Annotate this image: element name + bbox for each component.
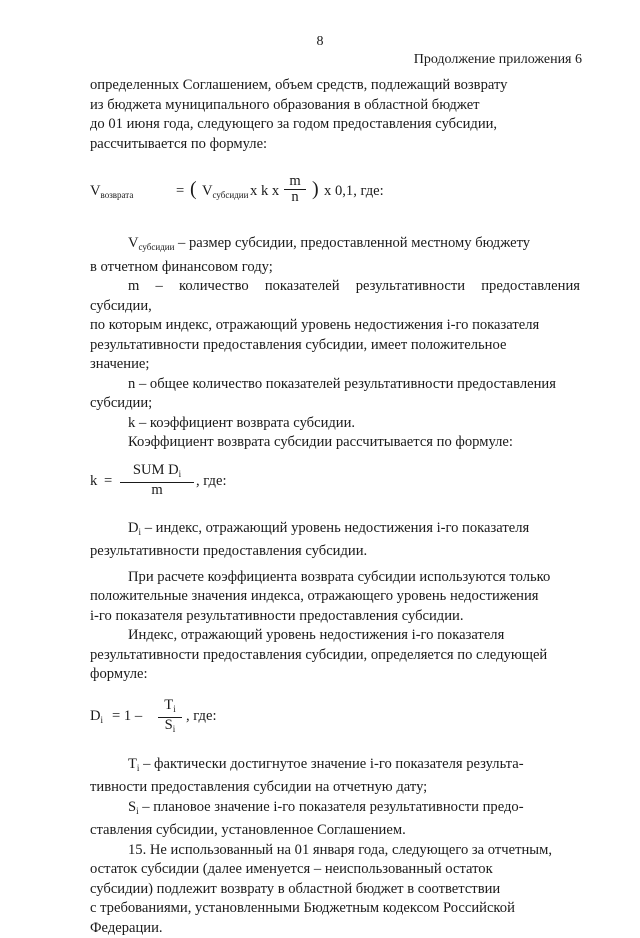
appendix-continuation: Продолжение приложения 6 — [414, 52, 582, 68]
definition-s: $S_i$ – плановое значение i-го показателя результативности предо- — [90, 798, 580, 822]
definitions-block-1 — [90, 234, 580, 453]
formula1-open-paren: ( — [190, 178, 197, 201]
text-line: субсидии; — [90, 394, 580, 414]
formula1-lhs: $V_{возврата}$ — [90, 183, 133, 200]
formula-k — [90, 461, 580, 505]
text-line: определенных Соглашением, объем средств, подлежащий возврату — [90, 76, 580, 96]
k-formula-intro: Коэффициент возврата субсидии рассчитывается по формуле: — [90, 433, 580, 453]
definition-v: $V_{субсидии}$ – размер субсидии, предоставленной местному бюджету — [90, 234, 580, 258]
document-body — [90, 76, 580, 938]
definition-d: $D_i$ – индекс, отражающий уровень недостижения i-го показателя — [90, 519, 580, 543]
formula3-lhs: $D_i$ — [90, 708, 103, 725]
text-line: результативности предоставления субсидии. — [90, 542, 580, 562]
text-line: i-го показателя результативности предоставления субсидии. — [90, 607, 580, 627]
formula-return-amount — [90, 170, 580, 222]
paragraph-positive-values: При расчете коэффициента возврата субсидии используются только — [90, 568, 580, 588]
formula2-eq: = — [104, 473, 112, 490]
formula1-fraction: m n — [284, 174, 306, 205]
definition-m: m – количество показателей результативности предоставления субсидии, — [90, 277, 580, 316]
definitions-block-2 — [90, 519, 580, 685]
text-line: субсидии) подлежит возврату в областной бюджет в соответствии — [90, 880, 580, 900]
text-line: тивности предоставления субсидии на отчетную дату; — [90, 778, 580, 798]
text-line: формуле: — [90, 665, 580, 685]
formula3-eq: = 1 – — [112, 708, 142, 725]
definition-t: $T_i$ – фактически достигнутое значение i-го показателя результа- — [90, 755, 580, 779]
text-line: до 01 июня года, следующего за годом предоставления субсидии, — [90, 115, 580, 135]
formula-d — [90, 695, 580, 741]
formula2-tail: , где: — [196, 473, 227, 490]
text-line: из бюджета муниципального образования в областной бюджет — [90, 96, 580, 116]
definition-n: n – общее количество показателей результативности предоставления — [90, 375, 580, 395]
paragraph-index-formula-intro: Индекс, отражающий уровень недостижения i-го показателя — [90, 626, 580, 646]
text-line: значение; — [90, 355, 580, 375]
text-line: положительные значения индекса, отражающего уровень недостижения — [90, 587, 580, 607]
formula3-tail: , где: — [186, 708, 217, 725]
text-line: по которым индекс, отражающий уровень недостижения i-го показателя — [90, 316, 580, 336]
formula1-close-paren: ) — [312, 178, 319, 201]
formula2-lhs: k — [90, 473, 97, 490]
formula1-v: $V_{субсидии}$ — [202, 183, 248, 200]
text-line: Федерации. — [90, 919, 580, 938]
formula3-fraction: $T_i$ $S_i$ — [158, 698, 182, 737]
formula1-mid: x k x — [250, 183, 279, 200]
formula1-tail: x 0,1, где: — [324, 183, 384, 200]
paragraph-15: 15. Не использованный на 01 января года, следующего за отчетным, — [90, 841, 580, 861]
text-line: с требованиями, установленными Бюджетным кодексом Российской — [90, 899, 580, 919]
text-line: ставления субсидии, установленное Соглашением. — [90, 821, 580, 841]
text-line: в отчетном финансовом году; — [90, 258, 580, 278]
text-line: результативности предоставления субсидии, имеет положительное — [90, 336, 580, 356]
definitions-block-3 — [90, 755, 580, 938]
definition-k: k – коэффициент возврата субсидии. — [90, 414, 580, 434]
page-number: 8 — [0, 34, 640, 50]
intro-paragraph — [90, 76, 580, 154]
formula1-eq: = — [176, 183, 184, 200]
text-line: остаток субсидии (далее именуется – неиспользованный остаток — [90, 860, 580, 880]
formula2-fraction: SUM $D_i$ m — [120, 463, 194, 498]
text-line: рассчитывается по формуле: — [90, 135, 580, 155]
text-line: результативности предоставления субсидии, определяется по следующей — [90, 646, 580, 666]
